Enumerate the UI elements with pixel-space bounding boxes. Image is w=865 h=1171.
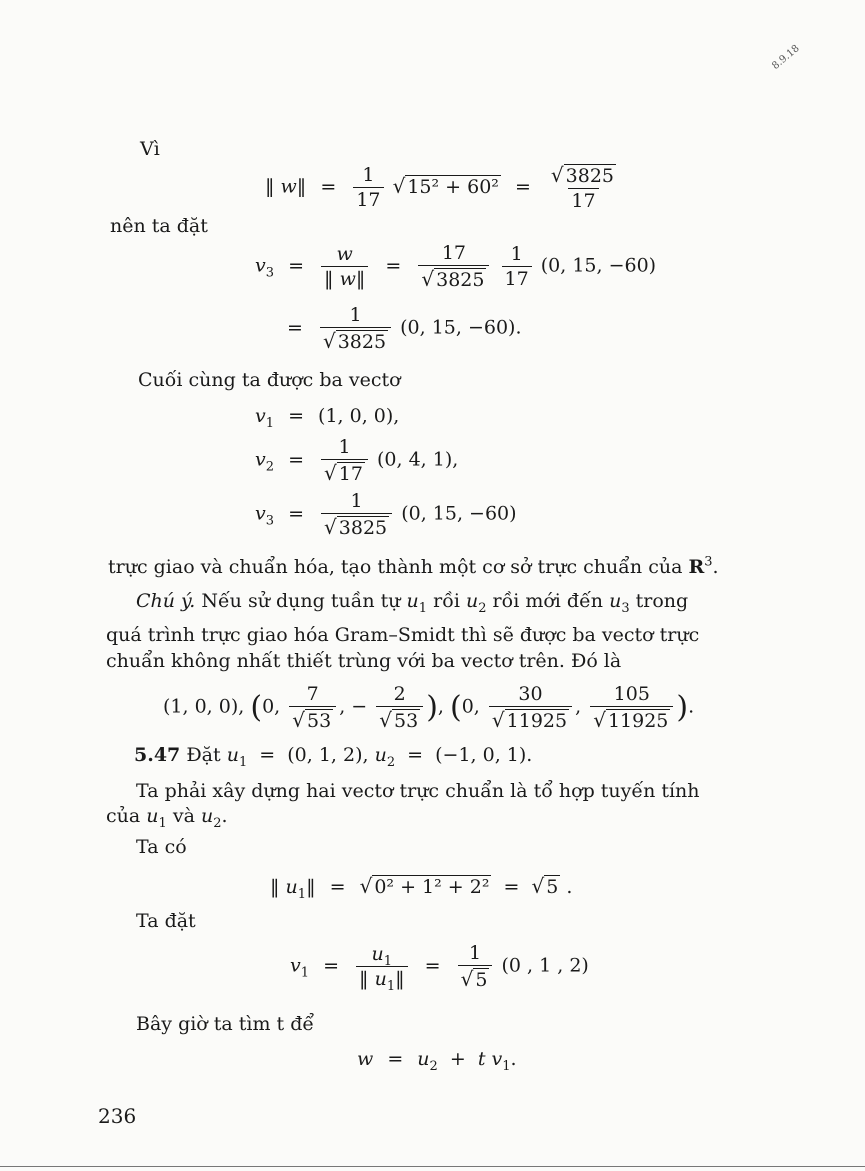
eq-v3-simplified: = $\frac{1}{√ 3825}$ (0, 15, −60). bbox=[287, 304, 522, 353]
eq-norm-w: ‖ w‖ = $\frac{1}{17}$ √ 15² + 60² = $\frac{√ 3825}{17}$ bbox=[265, 163, 615, 212]
text-cuoi-cung: Cuối cùng ta được ba vectơ bbox=[138, 369, 401, 391]
text-qua-trinh: quá trình trực giao hóa Gram–Smidt thì sẽ được ba vectơ trực bbox=[106, 624, 700, 646]
eq-v3-def: $v_3$ = $\frac{w}{‖ w‖}$ = $\frac{17}{√ 3825}$ $\frac{1}{17}$ (0, 15, −60) bbox=[255, 242, 657, 291]
page-number: 236 bbox=[98, 1104, 137, 1128]
eq-norm-u1: ‖ $u_1‖$ = √ 0² + 1² + 2² = √ 5 . bbox=[270, 874, 573, 902]
exercise-547: 5.47 Đặt $u_1 = (0$, 1, 2), $u_2 = (-1$, 0, 1). bbox=[134, 744, 533, 770]
text-nen-ta-dat: nên ta đặt bbox=[110, 215, 208, 237]
eq-w: $w = u_2 + t$ $v_1$. bbox=[357, 1048, 517, 1074]
bottom-rule bbox=[0, 1166, 865, 1167]
text-chu-y: Chú ý. Nếu sử dụng tuần tự $u_1$ rồi $u_2$ rồi mới đến $u_3$ trong bbox=[136, 590, 689, 616]
corner-stamp: 8.9.18 bbox=[770, 43, 802, 72]
text-cua: của $u_1$ và $u_2$. bbox=[106, 805, 228, 831]
text-ta-co: Ta có bbox=[136, 836, 187, 858]
eq-v3: $v_3$ = $\frac{1}{√ 3825}$ (0, 15, −60) bbox=[255, 490, 517, 539]
text-vi: Vì bbox=[140, 138, 160, 160]
text-ta-dat: Ta đặt bbox=[136, 910, 196, 932]
eq-v1-normalized: $v_1$ = $\frac{u_1}{‖ u_1‖}$ = $\frac{1}{√ 5}$ (0 , 1 , 2) bbox=[290, 942, 589, 994]
text-truc-giao: trực giao và chuẩn hóa, tạo thành một cơ sở trực chuẩn của $R^3$. bbox=[108, 554, 719, 578]
eq-v2: $v_2$ = $\frac{1}{√ 17}$ (0, 4, 1), bbox=[255, 436, 459, 485]
text-ta-phai: Ta phải xây dựng hai vectơ trực chuẩn là tổ hợp tuyến tính bbox=[136, 780, 700, 802]
eq-v1: $v_1 = (1$, 0, 0), bbox=[255, 405, 400, 431]
eq-alt-basis: (1, 0, 0), (0, $\frac{7}{√ 53}$ , − $\frac{2}{√ 53}$ ), (0, $\frac{30}{√ 11925}$ , $\frac{105}{√ 11925}$ ). bbox=[163, 683, 695, 732]
text-chuan-khong: chuẩn không nhất thiết trùng với ba vectơ trên. Đó là bbox=[106, 650, 622, 672]
text-bay-gio: Bây giờ ta tìm t để bbox=[136, 1013, 315, 1035]
